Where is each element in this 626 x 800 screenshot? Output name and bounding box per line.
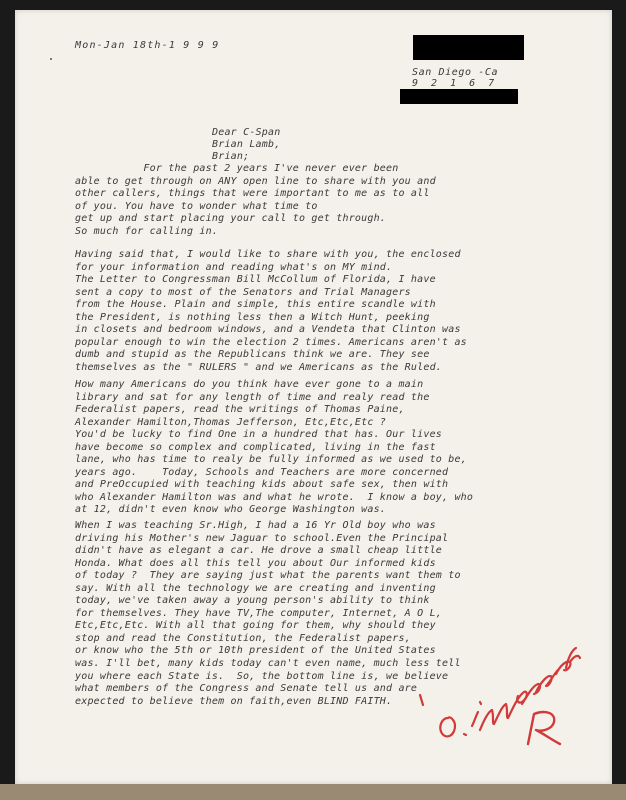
paragraph-1: For the past 2 years I've never ever been able to get through on ANY open line to share with you and other callers, things that were important to me as to all of you. You have to wonder what time to get up and start placing your call to get through. So much for calling in. (75, 163, 436, 237)
scan-edge-strip (0, 784, 626, 800)
redaction-block-name (413, 35, 524, 60)
paragraph-2: Having said that, I would like to share with you, the enclosed for your information and reading what's on MY mind. The Letter to Congressman Bill McCollum of Florida, I have sent a copy to most of the Senators and Trial Managers from the House. Plain and simple, this entire scandle with the President, is nothing less then a Witch Hunt, peeking in closets and bedroom windows, and a Vendeta that Clinton was popular enough to win the election 2 times. Americans aren't as dumb and stupid as the Republicans think we are. They see themselves as the " RULERS " and we Americans as the Ruled. (75, 249, 467, 373)
sender-zip: 9 2 1 6 7 (412, 78, 498, 89)
handwritten-annotation (410, 640, 585, 750)
paragraph-3: How many Americans do you think have ever gone to a main library and sat for any length of time and realy read the Federalist papers, read the writings of Thomas Paine, Alexander Hamilton,Thomas Jefferson, Etc,Etc,Etc ? You'd be lucky to find One in a hundred that has. Our lives have become so complex and complicated, living in the fast lane, who has time to realy be fully informed as we used to be, years ago. Today, Schools and Teachers are more concerned and PreOccupied with teaching kids about safe sex, then with who Alexander Hamilton was and what he wrote. I know a boy, who at 12, didn't even know who George Washington was. (75, 379, 474, 516)
stray-mark (50, 58, 52, 60)
salutation: Dear C-Span Brian Lamb, Brian; (212, 127, 281, 162)
sender-city: San Diego -Ca (412, 67, 499, 78)
letter-page (15, 10, 612, 784)
letter-date: Mon-Jan 18th-1 9 9 9 (75, 40, 220, 51)
redaction-block-phone (400, 89, 518, 104)
paragraph-4: When I was teaching Sr.High, I had a 16 Yr Old boy who was driving his Mother's new Jaguar to school.Even the Principal didn't have as elegant a car. He drove a small cheap little Honda. What does all this tell you about Our informed kids of today ? They are saying just what the parents want them to say. With all the technology we are creating and inventing today, we've taken away a young person's ability to think for themselves. They have TV,The computer, Internet, A O L, Etc,Etc,Etc. With all that going for them, why should they stop and read the Constitution, the Federalist papers, or know who the 5th or 10th president of the United States was. I'll bet, many kids today can't even name, much less tell you where each State is. So, the bottom line is, we believe what members of the Congress and Senate tell us and are expected to believe them on faith,even BLIND FAITH. (75, 520, 461, 707)
